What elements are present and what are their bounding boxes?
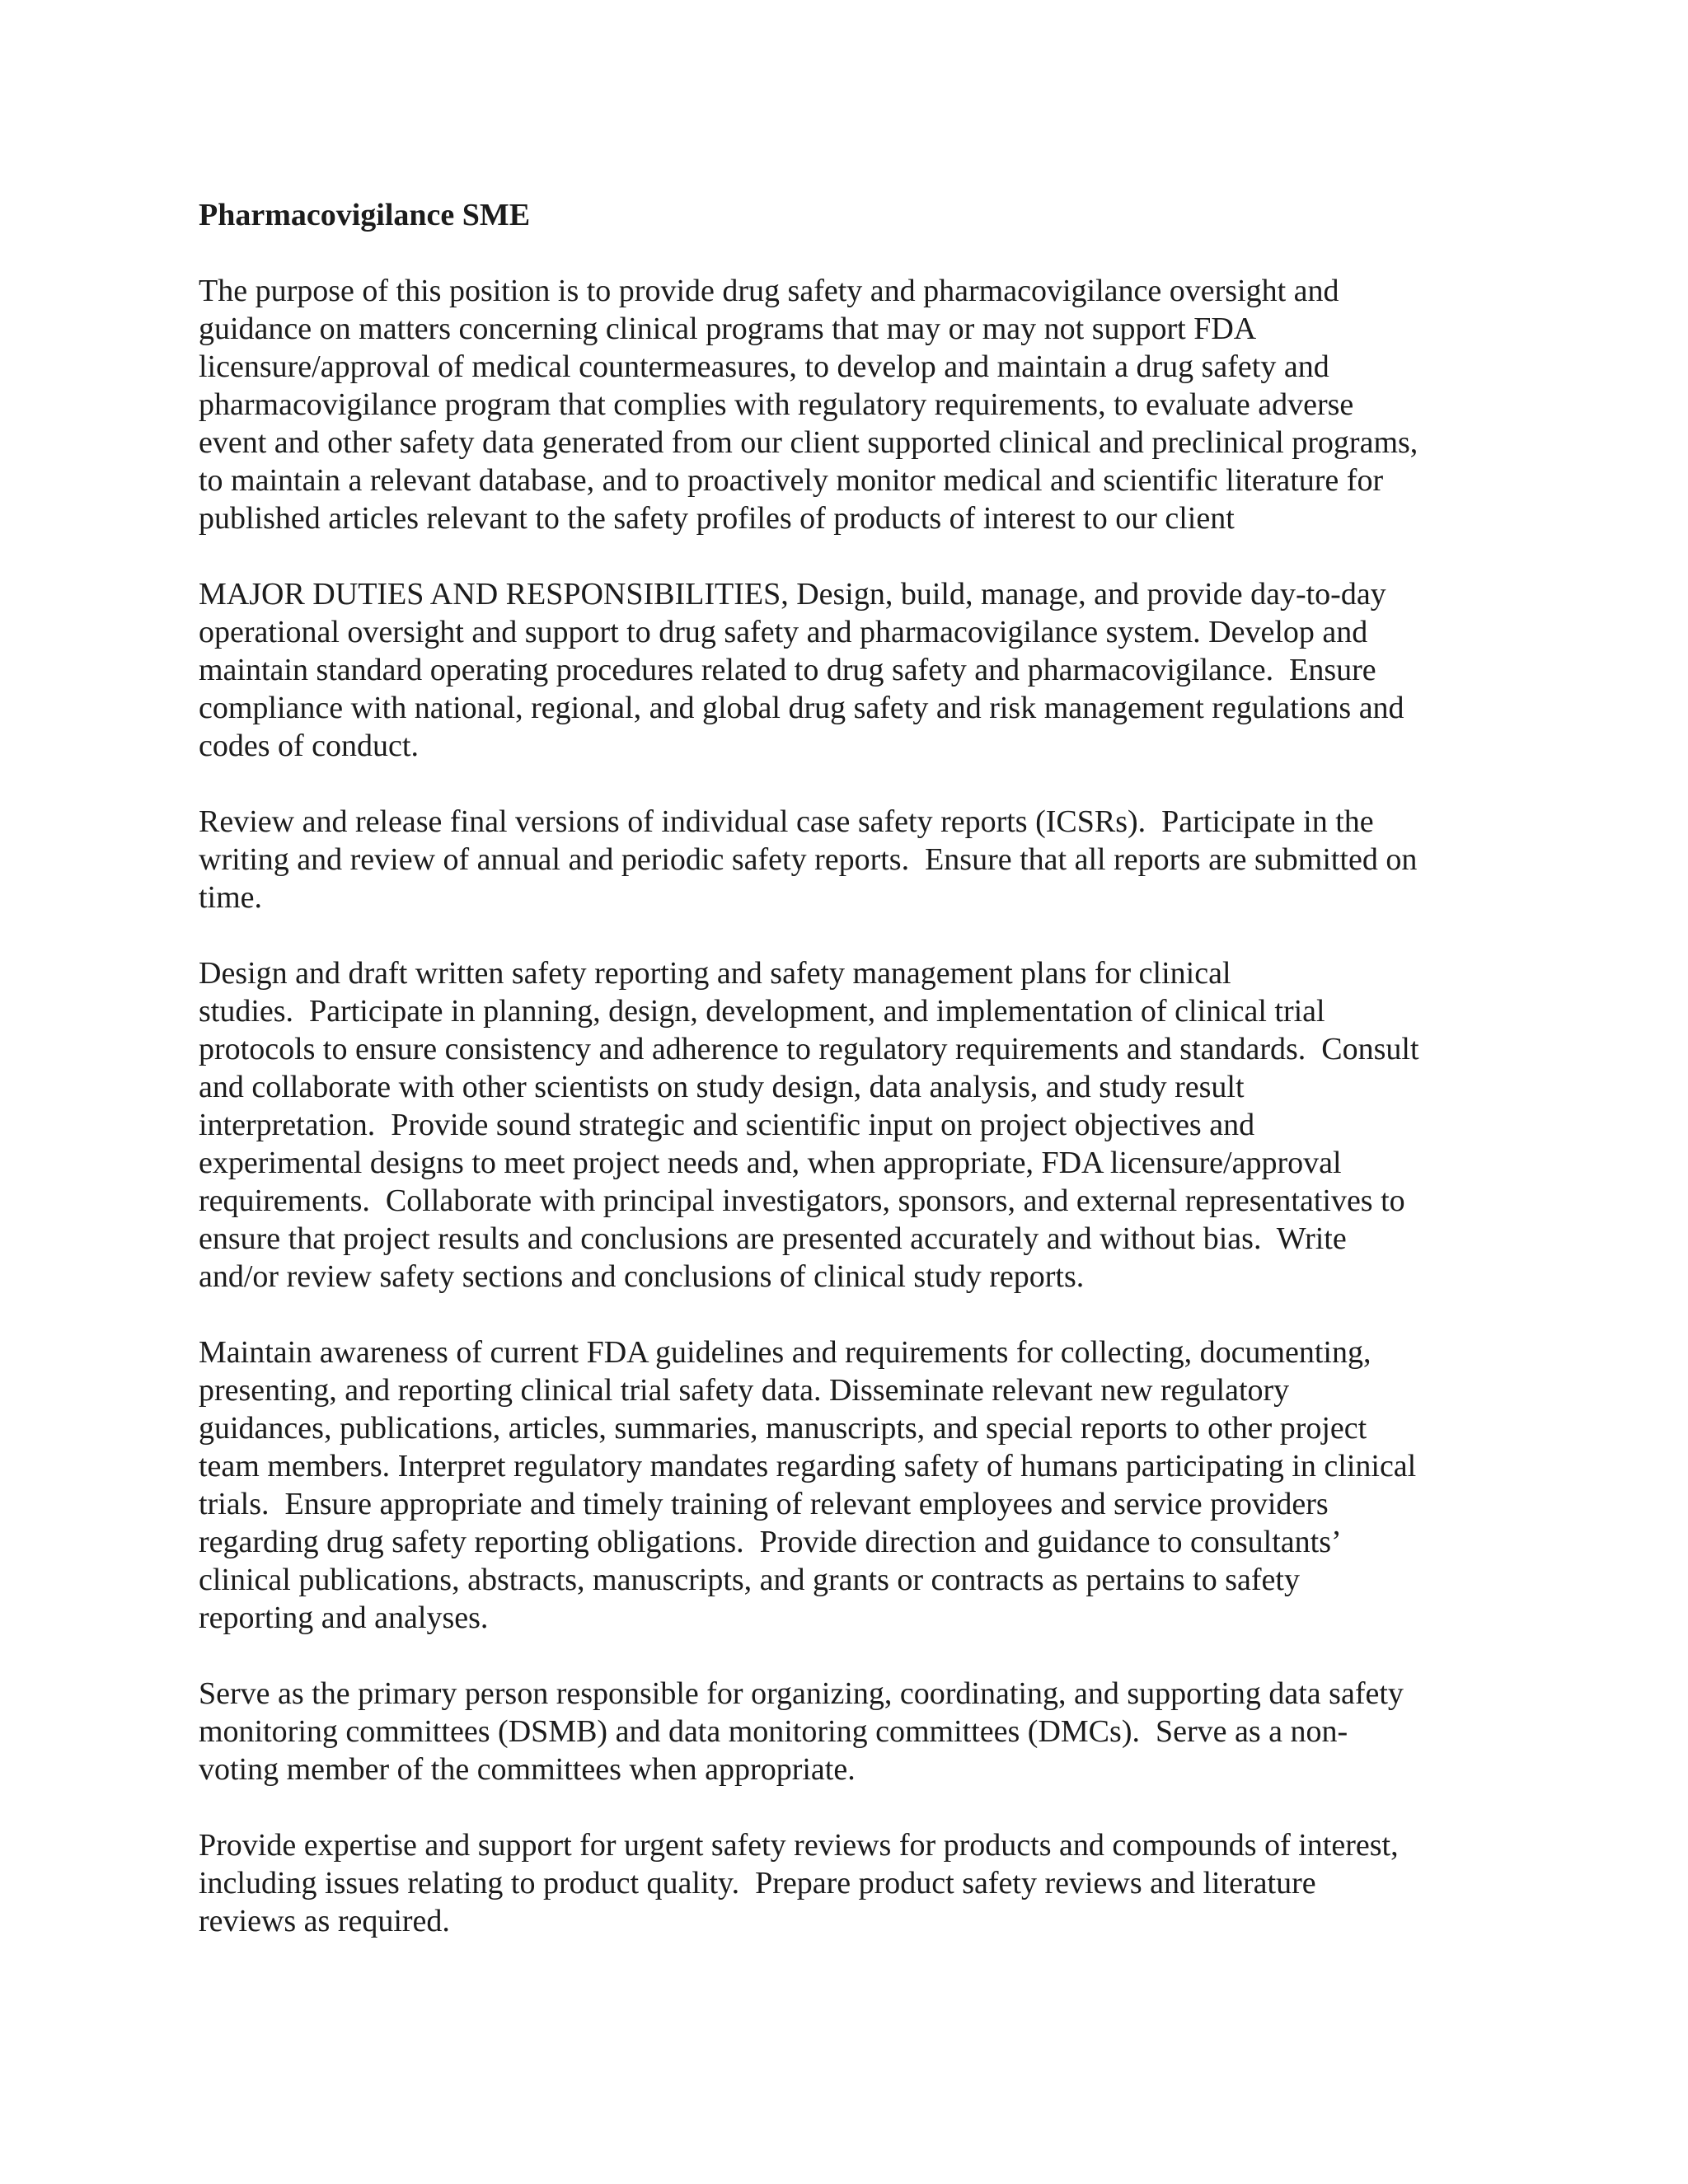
text-line: trials. Ensure appropriate and timely training of relevant employees and service providers (199, 1487, 1329, 1521)
paragraph (199, 575, 1517, 765)
text-line: published articles relevant to the safety profiles of products of interest to our client (199, 501, 1235, 536)
document-body (199, 196, 1517, 1978)
text-line: to maintain a relevant database, and to proactively monitor medical and scientific literature for (199, 463, 1384, 498)
text-line: reporting and analyses. (199, 1601, 489, 1635)
document-title: Pharmacovigilance SME (199, 198, 531, 232)
text-line: guidance on matters concerning clinical programs that may or may not support FDA (199, 312, 1257, 346)
text-line: maintain standard operating procedures related to drug safety and pharmacovigilance. Ensure (199, 653, 1376, 687)
text-line: reviews as required. (199, 1904, 450, 1938)
text-line: operational oversight and support to drug safety and pharmacovigilance system. Develop and (199, 615, 1368, 649)
paragraph-list (199, 272, 1517, 1940)
text-line: voting member of the committees when appropriate. (199, 1752, 856, 1787)
text-line: interpretation. Provide sound strategic and scientific input on project objectives and (199, 1108, 1255, 1142)
text-line: event and other safety data generated from our client supported clinical and preclinical programs, (199, 425, 1418, 460)
text-line: pharmacovigilance program that complies with regulatory requirements, to evaluate adverse (199, 387, 1354, 422)
text-line: licensure/approval of medical countermeasures, to develop and maintain a drug safety and (199, 349, 1329, 384)
paragraph (199, 954, 1517, 1296)
text-line: Design and draft written safety reporting and safety management plans for clinical (199, 956, 1231, 991)
paragraph (199, 803, 1517, 916)
paragraph (199, 1826, 1517, 1940)
paragraph (199, 1333, 1517, 1637)
text-line: Provide expertise and support for urgent safety reviews for products and compounds of interest, (199, 1828, 1399, 1863)
text-line: studies. Participate in planning, design, development, and implementation of clinical trial (199, 994, 1325, 1029)
text-line: requirements. Collaborate with principal investigators, sponsors, and external representatives to (199, 1183, 1405, 1218)
text-line: team members. Interpret regulatory mandates regarding safety of humans participating in clinical (199, 1449, 1417, 1483)
text-line: guidances, publications, articles, summaries, manuscripts, and special reports to other project (199, 1411, 1367, 1446)
text-line: protocols to ensure consistency and adherence to regulatory requirements and standards. Consult (199, 1032, 1419, 1066)
text-line: codes of conduct. (199, 729, 419, 763)
text-line: regarding drug safety reporting obligations. Provide direction and guidance to consultants’ (199, 1525, 1342, 1559)
text-line: ensure that project results and conclusions are presented accurately and without bias. Write (199, 1221, 1347, 1256)
text-line: and/or review safety sections and conclusions of clinical study reports. (199, 1259, 1085, 1294)
text-line: The purpose of this position is to provide drug safety and pharmacovigilance oversight and (199, 274, 1339, 308)
text-line: Maintain awareness of current FDA guidelines and requirements for collecting, documenting, (199, 1335, 1372, 1370)
text-line: MAJOR DUTIES AND RESPONSIBILITIES, Design, build, manage, and provide day-to-day (199, 577, 1386, 612)
text-line: experimental designs to meet project needs and, when appropriate, FDA licensure/approval (199, 1146, 1342, 1180)
text-line: and collaborate with other scientists on study design, data analysis, and study result (199, 1070, 1245, 1104)
text-line: including issues relating to product quality. Prepare product safety reviews and literature (199, 1866, 1316, 1900)
text-line: compliance with national, regional, and global drug safety and risk management regulations and (199, 691, 1404, 725)
text-line: presenting, and reporting clinical trial safety data. Disseminate relevant new regulatory (199, 1373, 1290, 1408)
text-line: Serve as the primary person responsible for organizing, coordinating, and supporting data safety (199, 1676, 1404, 1711)
paragraph (199, 272, 1517, 537)
paragraph (199, 1675, 1517, 1788)
text-line: monitoring committees (DSMB) and data monitoring committees (DMCs). Serve as a non- (199, 1714, 1348, 1749)
text-line: clinical publications, abstracts, manuscripts, and grants or contracts as pertains to safety (199, 1563, 1300, 1597)
text-line: writing and review of annual and periodic safety reports. Ensure that all reports are submitted on (199, 842, 1418, 877)
text-line: Review and release final versions of individual case safety reports (ICSRs). Participate in the (199, 804, 1374, 839)
text-line: time. (199, 880, 263, 915)
